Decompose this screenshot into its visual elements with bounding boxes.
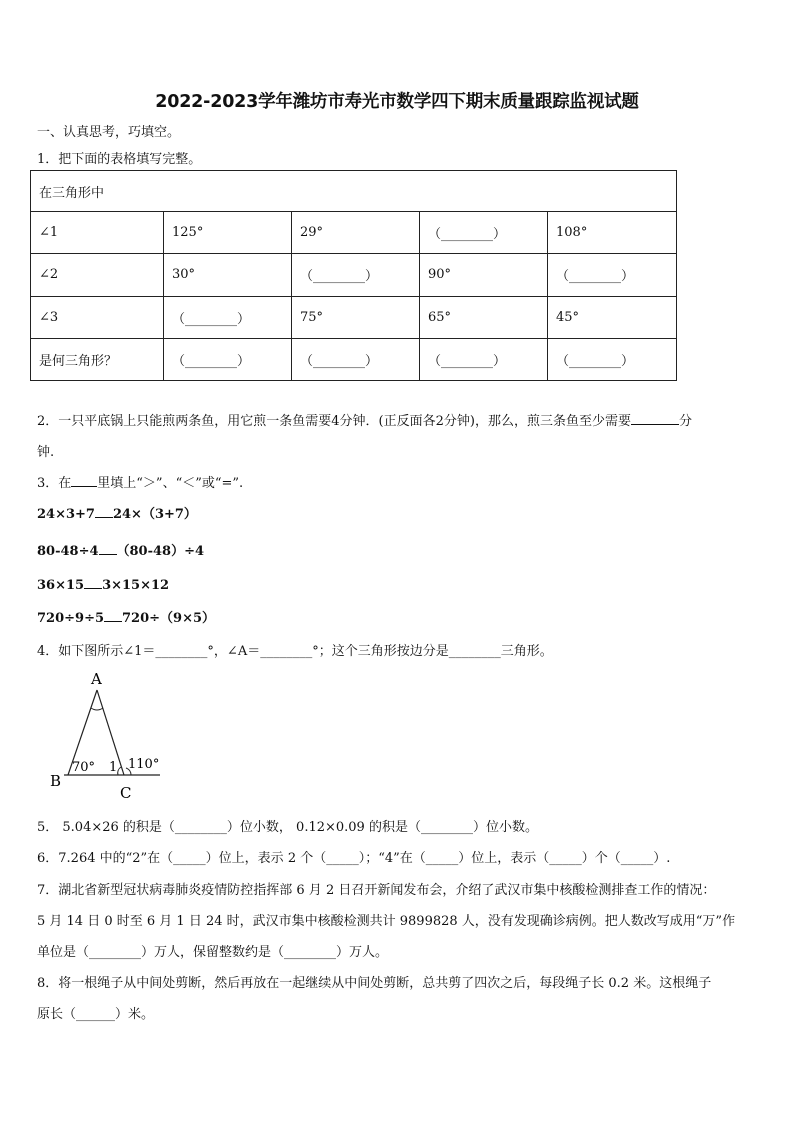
table-cell: （________） bbox=[292, 338, 420, 380]
table-cell: （________） bbox=[420, 212, 548, 254]
vertex-c-label: C bbox=[120, 784, 132, 802]
comparison-item bbox=[37, 540, 204, 559]
page-title: 2022-2023学年潍坊市寿光市数学四下期末质量跟踪监视试题 bbox=[155, 92, 639, 112]
question-6: 6．7.264 中的“2”在（_____）位上，表示 2 个（_____）；“4”在（_____）位上，表示（_____）个（_____）. bbox=[37, 851, 671, 866]
triangle-figure bbox=[40, 668, 180, 803]
angle-ext-label: 110° bbox=[128, 757, 160, 772]
question-4: 4．如下图所示∠1＝________°，∠A＝________°；这个三角形按边分是________三角形。 bbox=[37, 644, 553, 659]
question-7-line-1: 7．湖北省新型冠状病毒肺炎疫情防控指挥部 6 月 2 日召开新闻发布会，介绍了武汉市集中核酸检测排查工作的情况： bbox=[37, 883, 716, 898]
question-2 bbox=[37, 410, 692, 429]
question-3-text-end: 里填上“＞”、“＜”或“=”. bbox=[97, 476, 244, 491]
table-row bbox=[31, 338, 677, 380]
comparison-item bbox=[37, 607, 215, 626]
table-row bbox=[31, 296, 677, 338]
table-cell: 45° bbox=[548, 296, 677, 338]
question-3-text: 3．在 bbox=[37, 476, 72, 491]
expression-right: （80-48）÷4 bbox=[116, 544, 205, 559]
table-cell: 75° bbox=[292, 296, 420, 338]
question-2-text: 2．一只平底锅上只能煎两条鱼，用它煎一条鱼需要4分钟．(正反面各2分钟)，那么，煎三条鱼至少需要 bbox=[37, 414, 631, 429]
question-5: 5． 5.04×26 的积是（________）位小数， 0.12×0.09 的积是（________）位小数。 bbox=[37, 820, 538, 835]
answer-blank bbox=[71, 474, 97, 487]
answer-blank bbox=[631, 412, 679, 425]
table-cell: 108° bbox=[548, 212, 677, 254]
table-cell: （________） bbox=[292, 254, 420, 296]
question-1-prompt: 1．把下面的表格填写完整。 bbox=[37, 152, 202, 167]
answer-blank bbox=[104, 609, 122, 622]
row-label: 是何三角形？ bbox=[31, 338, 164, 380]
table-cell: （________） bbox=[164, 296, 292, 338]
row-label: ∠3 bbox=[31, 296, 164, 338]
comparison-item bbox=[37, 576, 169, 593]
expression-right: 3×15×12 bbox=[102, 578, 170, 593]
comparison-item bbox=[37, 503, 197, 522]
expression-right: 720÷（9×5） bbox=[122, 611, 216, 626]
question-2-unit: 分 bbox=[678, 414, 692, 429]
table-header: 在三角形中 bbox=[31, 171, 677, 212]
answer-blank bbox=[84, 576, 102, 589]
angle-b-label: 70° bbox=[72, 760, 96, 775]
table-row bbox=[31, 254, 677, 296]
table-cell: 65° bbox=[420, 296, 548, 338]
expression-left: 720÷9÷5 bbox=[37, 611, 105, 626]
table-cell: 29° bbox=[292, 212, 420, 254]
question-3-prompt bbox=[37, 472, 243, 491]
expression-left: 80-48÷4 bbox=[37, 544, 99, 559]
table-row bbox=[31, 171, 677, 212]
section-heading: 一、认真思考，巧填空。 bbox=[37, 125, 181, 140]
angle-1-label: 1 bbox=[109, 760, 118, 775]
vertex-b-label: B bbox=[50, 772, 62, 790]
expression-left: 36×15 bbox=[37, 578, 85, 593]
row-label: ∠2 bbox=[31, 254, 164, 296]
expression-left: 24×3+7 bbox=[37, 507, 95, 522]
table-cell: 30° bbox=[164, 254, 292, 296]
expression-right: 24×（3+7） bbox=[112, 507, 197, 522]
triangle-angle-table bbox=[30, 170, 677, 381]
table-row bbox=[31, 212, 677, 254]
question-7-line-3: 单位是（________）万人，保留整数约是（________）万人。 bbox=[37, 945, 389, 960]
angle-1-arc bbox=[118, 767, 121, 775]
vertex-a-label: A bbox=[91, 670, 102, 688]
answer-blank bbox=[99, 542, 117, 555]
question-8-line-1: 8．将一根绳子从中间处剪断，然后再放在一起继续从中间处剪断，总共剪了四次之后，每段绳子长 0.2 米。这根绳子 bbox=[37, 976, 712, 991]
table-cell: （________） bbox=[420, 338, 548, 380]
table-cell: （________） bbox=[164, 338, 292, 380]
table-cell: 90° bbox=[420, 254, 548, 296]
answer-blank bbox=[95, 505, 113, 518]
question-8-line-2: 原长（______）米。 bbox=[37, 1007, 155, 1022]
table-cell: （________） bbox=[548, 338, 677, 380]
table-cell: 125° bbox=[164, 212, 292, 254]
row-label: ∠1 bbox=[31, 212, 164, 254]
angle-a-arc bbox=[91, 708, 103, 710]
table-cell: （________） bbox=[548, 254, 677, 296]
question-7-line-2: 5 月 14 日 0 时至 6 月 1 日 24 时，武汉市集中核酸检测共计 9899828 人，没有发现确诊病例。把人数改写成用“万”作 bbox=[37, 914, 736, 929]
question-2-continued: 钟. bbox=[37, 445, 55, 460]
